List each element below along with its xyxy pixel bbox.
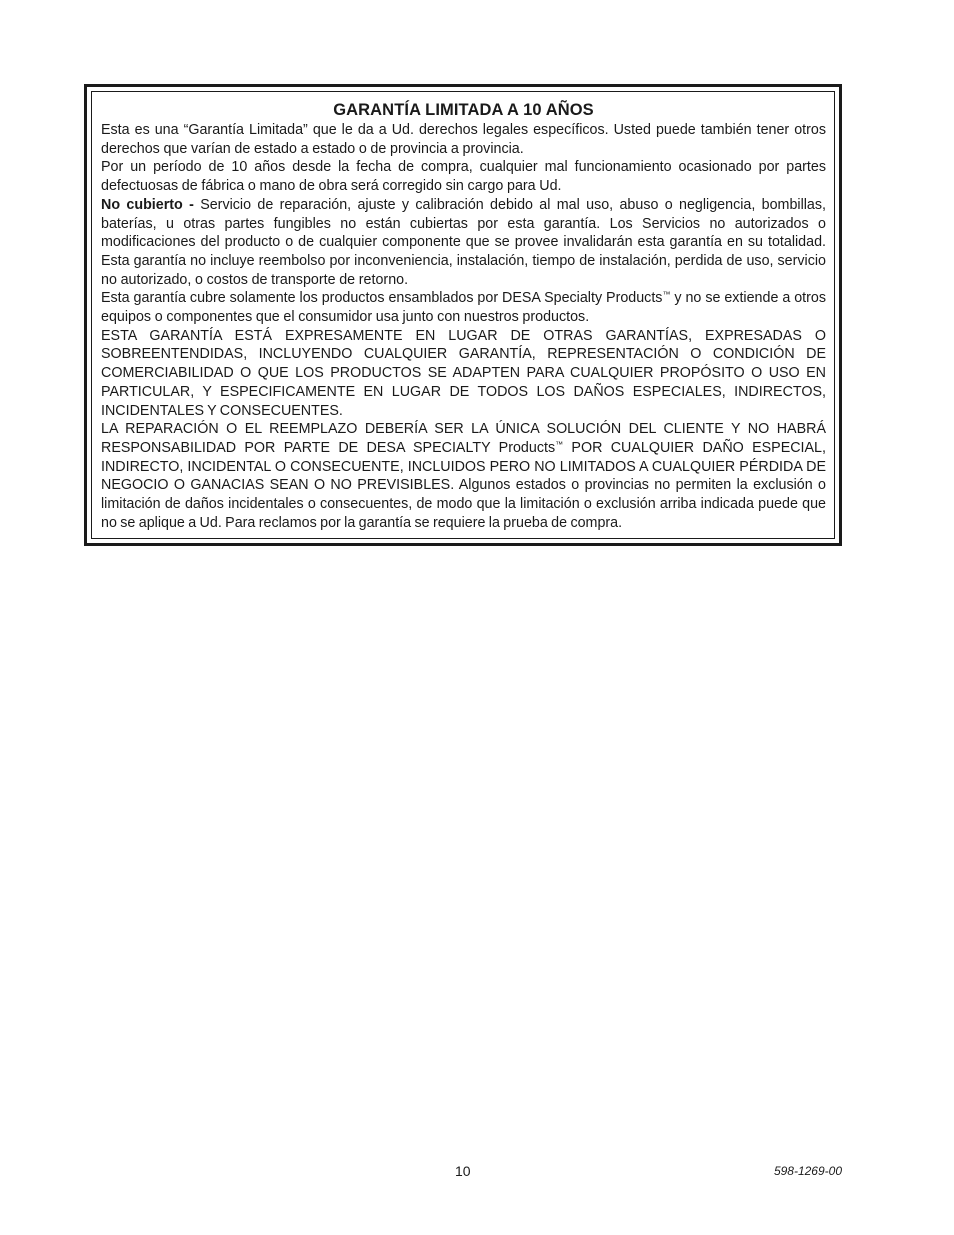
coverage-text-b: y no se extiende a otros equipos o componentes que el consumidor usa junto con nuestros productos. [101,290,826,326]
trademark-symbol: ™ [662,290,671,300]
warranty-paragraph-coverage [101,289,826,326]
not-covered-label: No cubierto - [101,196,194,213]
warranty-box [84,84,842,546]
page-number: 10 [455,1163,471,1179]
warranty-paragraph-period: Por un período de 10 años desde la fecha de compra, cualquier mal funcionamiento ocasionado por partes defectuosas de fábrica o mano de obra será corregido sin cargo para Ud. [101,159,826,195]
warranty-paragraph-liability [101,420,826,532]
liability-text-a: LA REPARACIÓN O EL REEMPLAZO DEBERÍA SER LA ÚNICA SOLUCIÓN DEL CLIENTE Y NO HABRÁ RESPONSABILIDAD POR PARTE DE DESA SPECIALTY Products [101,421,826,456]
warranty-paragraph-disclaimer: ESTA GARANTÍA ESTÁ EXPRESAMENTE EN LUGAR DE OTRAS GARANTÍAS, EXPRESADAS O SOBREENTENDIDAS, INCLUYENDO CUALQUIER GARANTÍA, REPRESENTACIÓN O CONDICIÓN DE COMERCIABILIDAD O QUE LOS PRODUCTOS SE ADAPTEN PARA CUALQUIER PROPÓSITO O USO EN PARTICULAR, Y ESPECIFICAMENTE EN LUGAR DE TODOS LOS DAÑOS ESPECIALES, INDIRECTOS, INCIDENTALES Y CONSECUENTES. [101,327,826,419]
warranty-inner-frame [91,91,835,539]
coverage-text-a: Esta garantía cubre solamente los productos ensamblados por DESA Specialty Products [101,290,663,307]
liability-text-b: POR CUALQUIER DAÑO ESPECIAL, INDIRECTO, INCIDENTAL O CONSECUENTE, INCLUIDOS PERO NO LIMITADOS A CUALQUIER PÉRDIDA DE NEGOCIO O GANACIAS SEAN O NO PREVISIBLES. Algunos estados o provincias no permiten la exclusión o limitación de daños incidentales o consecuentes, de modo que la limitación o exclusión arriba indicada puede que no se aplique a Ud. Para reclamos por la garantía se requiere la prueba de compra. [101,439,826,531]
document-code: 598-1269-00 [773,1164,842,1178]
not-covered-text: Servicio de reparación, ajuste y calibración debido al mal uso, abuso o negligencia, bombillas, baterías, u otras partes fungibles no están cubiertas por esta garantía. Los Servicios no autorizados o modificaciones del producto o de cualquier componente que se provee invalidarán esta garantía en su totalidad. Esta garantía no incluye reembolso por inconveniencia, instalación, tiempo de instalación, perdida de uso, servicio no autorizado, o costos de transporte de retorno. [101,196,827,288]
trademark-symbol: ™ [555,439,564,449]
warranty-title: GARANTÍA LIMITADA A 10 AÑOS [333,101,594,119]
warranty-paragraph-rights: Esta es una “Garantía Limitada” que le da a Ud. derechos legales específicos. Usted puede también tener otros derechos que varían de estado a estado o de provincia a provincia. [101,122,826,157]
warranty-paragraph-not-covered [101,196,826,290]
